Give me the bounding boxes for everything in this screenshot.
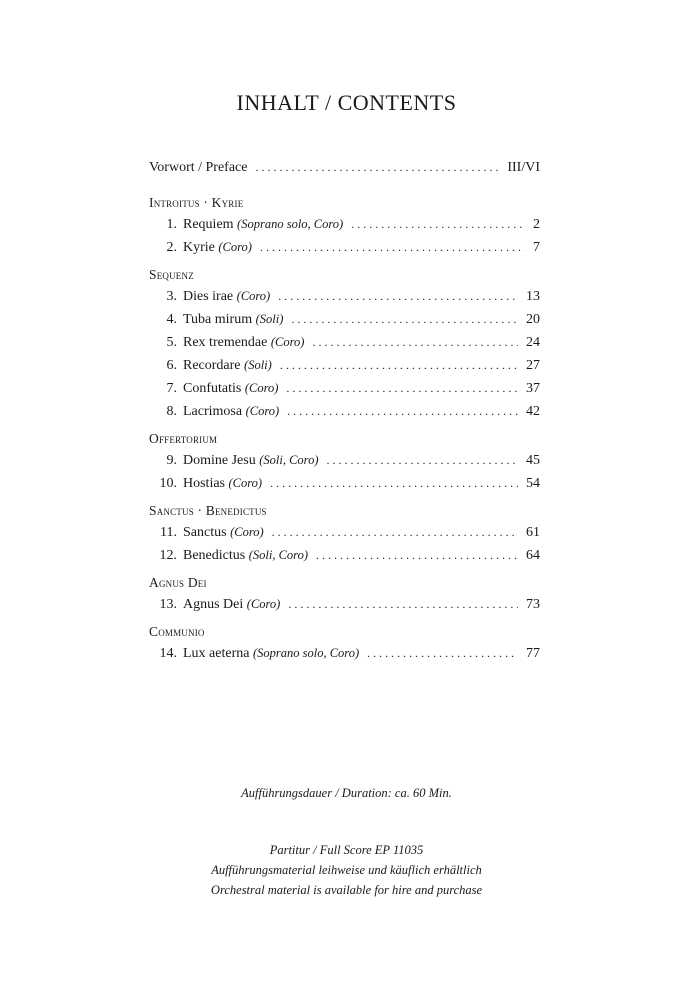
entry-title-wrap — [183, 593, 280, 616]
entry-instrumentation: (Coro) — [218, 240, 252, 254]
entry-page: 77 — [526, 646, 540, 661]
dot-leader — [256, 156, 500, 179]
entry-page: 13 — [526, 289, 540, 304]
entry-instrumentation: (Coro) — [228, 476, 263, 490]
entry-number: 10. — [159, 476, 177, 491]
entry-page: 61 — [526, 525, 540, 540]
entry-page: 24 — [526, 335, 540, 350]
entry-title-wrap — [183, 521, 264, 544]
entry-title: Confutatis — [183, 381, 242, 396]
entry-number: 12. — [159, 548, 177, 563]
entry-title-wrap — [183, 544, 308, 567]
page-title: INHALT / CONTENTS — [236, 90, 457, 115]
dot-leader — [280, 354, 518, 377]
entry-page: 7 — [533, 240, 540, 255]
dot-leader — [286, 377, 518, 400]
preface-label: Vorwort / Preface — [149, 160, 248, 175]
dot-leader — [260, 236, 525, 259]
toc-entry — [149, 354, 540, 377]
table-of-contents — [149, 156, 540, 667]
entry-title: Tuba mirum — [183, 312, 253, 327]
entry-instrumentation: (Soprano solo, Coro) — [237, 217, 344, 231]
toc-entry — [149, 642, 540, 665]
entry-instrumentation: (Coro) — [270, 335, 305, 349]
entry-title-wrap — [183, 308, 283, 331]
toc-entry — [149, 308, 540, 331]
dot-leader — [288, 593, 518, 616]
dot-leader — [326, 449, 518, 472]
entry-number: 11. — [160, 525, 177, 540]
section-heading: Offertorium — [149, 431, 218, 446]
entry-title-wrap — [183, 331, 304, 354]
entry-title-wrap — [183, 236, 252, 259]
dot-leader — [316, 544, 518, 567]
entry-title: Benedictus — [183, 548, 246, 563]
entry-title-wrap — [183, 642, 359, 665]
toc-entry — [149, 213, 540, 236]
entry-page: 54 — [526, 476, 540, 491]
toc-section — [149, 429, 540, 495]
dot-leader — [291, 308, 518, 331]
entry-title: Lux aeterna — [183, 646, 250, 661]
entry-title: Requiem — [183, 217, 234, 232]
publication-notes — [0, 840, 693, 900]
dot-leader — [270, 472, 518, 495]
entry-title: Agnus Dei — [183, 597, 244, 612]
entry-title: Sanctus — [183, 525, 227, 540]
toc-section — [149, 501, 540, 567]
entry-title-wrap — [183, 213, 343, 236]
entry-title-wrap — [183, 472, 262, 495]
entry-number: 13. — [159, 597, 177, 612]
entry-number: 2. — [166, 240, 177, 255]
preface-page: III/VI — [507, 160, 540, 175]
entry-title-wrap — [183, 377, 278, 400]
toc-section — [149, 265, 540, 423]
entry-instrumentation: (Coro) — [230, 525, 264, 539]
toc-section — [149, 193, 540, 259]
dot-leader — [287, 400, 518, 423]
entry-title-wrap — [183, 354, 272, 377]
section-heading: Introitus · Kyrie — [149, 195, 244, 210]
entry-page: 2 — [533, 217, 540, 232]
entry-instrumentation: (Soli) — [244, 358, 272, 372]
dot-leader — [272, 521, 518, 544]
toc-section — [149, 573, 540, 616]
material-note-de: Aufführungsmaterial leihweise und käuflich erhältlich — [211, 863, 482, 877]
entry-number: 9. — [166, 453, 177, 468]
entry-title: Rex tremendae — [183, 335, 268, 350]
entry-page: 42 — [526, 404, 540, 419]
toc-preface-row — [149, 156, 540, 179]
toc-entry — [149, 331, 540, 354]
entry-title: Hostias — [183, 476, 225, 491]
entry-title: Kyrie — [183, 240, 215, 255]
toc-entry — [149, 285, 540, 308]
toc-entry — [149, 449, 540, 472]
dot-leader — [367, 642, 518, 665]
section-heading: Sequenz — [149, 267, 194, 282]
entry-page: 37 — [526, 381, 540, 396]
dot-leader — [278, 285, 518, 308]
toc-entry — [149, 472, 540, 495]
entry-number: 14. — [159, 646, 177, 661]
entry-title: Recordare — [183, 358, 241, 373]
section-heading: Sanctus · Benedictus — [149, 503, 267, 518]
score-number: Partitur / Full Score EP 11035 — [269, 843, 424, 857]
toc-entry — [149, 400, 540, 423]
entry-instrumentation: (Coro) — [245, 404, 280, 418]
entry-instrumentation: (Soli, Coro) — [259, 453, 319, 467]
entry-title: Dies irae — [183, 289, 234, 304]
entry-instrumentation: (Coro) — [246, 597, 281, 611]
toc-entry — [149, 544, 540, 567]
entry-title: Domine Jesu — [183, 453, 256, 468]
entry-title-wrap — [183, 285, 270, 308]
entry-instrumentation: (Coro) — [244, 381, 279, 395]
toc-entry — [149, 377, 540, 400]
material-note-en: Orchestral material is available for hire and purchase — [210, 883, 483, 897]
entry-instrumentation: (Soli) — [255, 312, 284, 326]
section-heading: Agnus Dei — [149, 575, 207, 590]
entry-instrumentation: (Coro) — [236, 289, 271, 303]
entry-page: 45 — [526, 453, 540, 468]
entry-number: 7. — [166, 381, 177, 396]
entry-number: 1. — [166, 217, 177, 232]
entry-page: 64 — [526, 548, 540, 563]
entry-title: Lacrimosa — [183, 404, 243, 419]
duration-note: Aufführungsdauer / Duration: ca. 60 Min. — [241, 786, 452, 800]
entry-number: 3. — [166, 289, 177, 304]
entry-page: 20 — [526, 312, 540, 327]
section-heading: Communio — [149, 624, 205, 639]
entry-number: 4. — [166, 312, 177, 327]
dot-leader — [312, 331, 518, 354]
toc-section — [149, 622, 540, 665]
toc-entry — [149, 593, 540, 616]
entry-title-wrap — [183, 400, 279, 423]
dot-leader — [351, 213, 525, 236]
entry-number: 6. — [166, 358, 177, 373]
entry-page: 27 — [526, 358, 540, 373]
toc-entry — [149, 521, 540, 544]
entry-page: 73 — [526, 597, 540, 612]
entry-title-wrap — [183, 449, 318, 472]
toc-sections — [149, 193, 540, 665]
entry-number: 5. — [166, 335, 177, 350]
toc-entry — [149, 236, 540, 259]
entry-instrumentation: (Soli, Coro) — [248, 548, 308, 562]
entry-number: 8. — [166, 404, 177, 419]
entry-instrumentation: (Soprano solo, Coro) — [252, 646, 360, 660]
